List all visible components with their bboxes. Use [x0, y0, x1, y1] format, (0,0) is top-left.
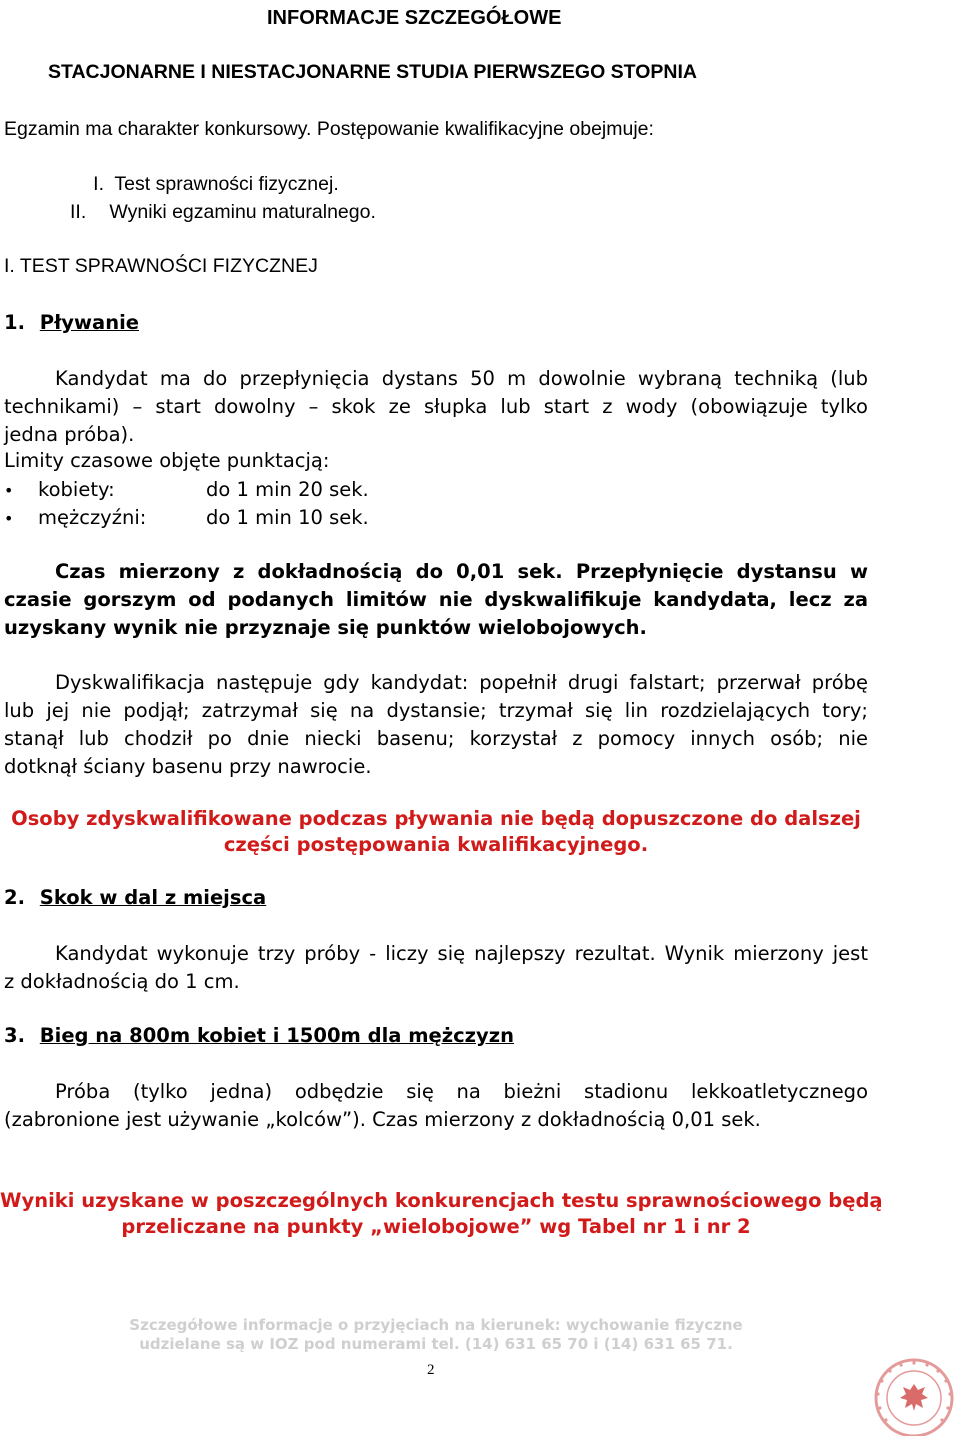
list-item — [70, 171, 339, 197]
limits-label: Limity czasowe objęte punktacją: — [4, 449, 330, 472]
university-seal-icon — [872, 1354, 956, 1436]
jump-line: z dokładnością do 1 cm. — [4, 970, 240, 993]
list-item-number: I. — [93, 173, 104, 195]
results-note-line: przeliczane na punkty „wielobojowe” wg Tabel nr 1 i nr 2 — [121, 1215, 751, 1238]
limit-group: mężczyźni: — [38, 506, 147, 529]
warning-line: części postępowania kwalifikacyjnego. — [223, 833, 649, 856]
limit-row — [4, 476, 369, 505]
jump-line: Kandydat wykonuje trzy próby - liczy się najlepszy rezultat. Wynik mierzony jest — [55, 942, 868, 965]
limit-time: do 1 min 20 sek. — [206, 478, 369, 501]
document-subtitle: STACJONARNE I NIESTACJONARNE STUDIA PIERWSZEGO STOPNIA — [48, 61, 697, 83]
warning-line: Osoby zdyskwalifikowane podczas pływania nie będą dopuszczone do dalszej — [11, 807, 861, 830]
disq-line: stanął lub chodził po dnie niecki basenu; korzystał z pomocy innych osób; nie — [4, 727, 868, 750]
section-heading: I. TEST SPRAWNOŚCI FIZYCZNEJ — [4, 255, 318, 277]
limit-row — [4, 504, 369, 533]
swim-para-line: Kandydat ma do przepłynięcia dystans 50 m dowolnie wybraną techniką (lub — [55, 367, 868, 390]
footer-info-line: udzielane są w IOZ pod numerami tel. (14) 631 65 70 i (14) 631 65 71. — [139, 1335, 733, 1353]
page-number: 2 — [427, 1362, 435, 1378]
intro-text: Egzamin ma charakter konkursowy. Postępowanie kwalifikacyjne obejmuje: — [4, 118, 654, 140]
swim-heading — [4, 309, 139, 337]
results-note-line: Wyniki uzyskane w poszczególnych konkurencjach testu sprawnościowego będą — [0, 1189, 883, 1212]
list-item-number: II. — [70, 201, 87, 223]
bullet-dot-icon: • — [4, 509, 14, 528]
swim-number: 1. — [4, 311, 25, 334]
jump-title: Skok w dal z miejsca — [39, 886, 267, 909]
jump-heading — [4, 884, 266, 912]
run-number: 3. — [4, 1024, 25, 1047]
swim-bold-line: czasie gorszym od podanych limitów nie dyskwalifikuje kandydata, lecz za — [4, 588, 868, 611]
list-item-text: Test sprawności fizycznej. — [114, 173, 339, 195]
run-heading — [4, 1022, 514, 1050]
limit-time: do 1 min 10 sek. — [206, 506, 369, 529]
disq-line: dotknął ściany basenu przy nawrocie. — [4, 755, 372, 778]
list-item — [70, 199, 376, 225]
swim-para-line: jedna próba). — [4, 423, 135, 446]
limit-group: kobiety: — [38, 478, 115, 501]
bullet-dot-icon: • — [4, 481, 14, 500]
footer-info-line: Szczegółowe informacje o przyjęciach na kierunek: wychowanie fizyczne — [129, 1316, 743, 1334]
swim-title: Pływanie — [39, 311, 139, 334]
swim-bold-line: uzyskany wynik nie przyznaje się punktów wielobojowych. — [4, 616, 647, 639]
disq-line: lub jej nie podjął; zatrzymał się na dystansie; trzymał się lin rozdzielających tory; — [4, 699, 868, 722]
jump-number: 2. — [4, 886, 25, 909]
run-line: (zabronione jest używanie „kolców”). Czas mierzony z dokładnością 0,01 sek. — [4, 1108, 761, 1131]
run-line: Próba (tylko jedna) odbędzie się na bieżni stadionu lekkoatletycznego — [55, 1080, 868, 1103]
list-item-text: Wyniki egzaminu maturalnego. — [109, 201, 376, 223]
disq-line: Dyskwalifikacja następuje gdy kandydat: popełnił drugi falstart; przerwał próbę — [55, 671, 868, 694]
run-title: Bieg na 800m kobiet i 1500m dla mężczyzn — [39, 1024, 514, 1047]
document-title: INFORMACJE SZCZEGÓŁOWE — [267, 7, 562, 29]
swim-bold-line: Czas mierzony z dokładnością do 0,01 sek. Przepłynięcie dystansu w — [55, 560, 868, 583]
swim-para-line: technikami) – start dowolny – skok ze słupka lub start z wody (obowiązuje tylko — [4, 395, 868, 418]
